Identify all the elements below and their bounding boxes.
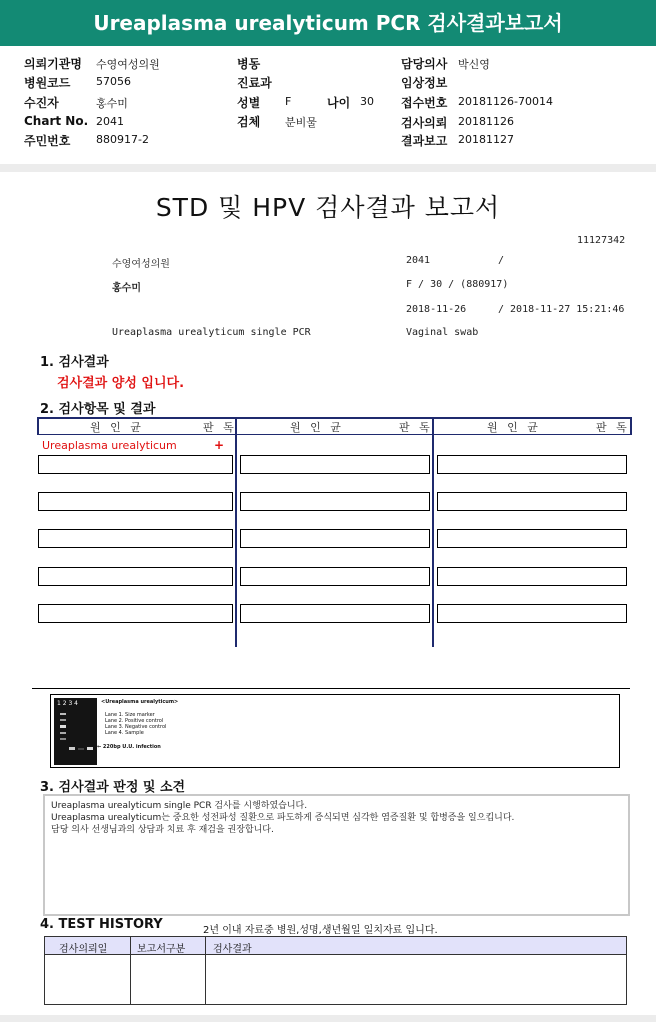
- organism-name: Ureaplasma urealyticum: [42, 439, 177, 452]
- gel-band: [60, 738, 66, 740]
- report-reported: / 2018-11-27 15:21:46: [498, 304, 625, 315]
- result-box: [38, 492, 233, 511]
- result-box: [240, 455, 430, 474]
- info-value-id-number: 880917-2: [96, 133, 149, 146]
- gel-band: [60, 713, 66, 715]
- column-header-result: 판 독: [399, 421, 433, 434]
- gel-legend-line: Lane 1. Size marker: [105, 712, 155, 718]
- history-column-divider: [130, 937, 131, 1004]
- result-box: [437, 455, 627, 474]
- gel-lane-numbers: 1 2 3 4: [57, 700, 78, 707]
- info-label-chart-no: Chart No.: [24, 114, 89, 128]
- report-number: 11127342: [577, 235, 626, 246]
- column-header-result: 판 독: [596, 421, 630, 434]
- comment-line: 담당 의사 선생님과의 상담과 치료 후 재검을 권장합니다.: [51, 825, 274, 835]
- history-note: 2년 이내 자료중 병원,성명,생년월일 일치자료 입니다.: [203, 925, 438, 936]
- table-left-border: [37, 417, 39, 435]
- result-box: [38, 529, 233, 548]
- history-header-row: [45, 937, 626, 955]
- info-value-hospital: 수영여성의원: [96, 58, 160, 71]
- divider-line: [32, 688, 630, 689]
- table-column-divider-2: [432, 417, 434, 647]
- info-label-sex: 성별: [237, 96, 261, 110]
- organism-result: +: [214, 438, 225, 452]
- info-value-hospital-code: 57056: [96, 75, 131, 88]
- section3-title: 3. 검사결과 판정 및 소견: [40, 780, 186, 795]
- gel-legend-line: Lane 3. Negative control: [105, 724, 167, 730]
- report-sheet: [0, 172, 656, 1015]
- info-label-hospital: 의뢰기관명: [24, 57, 82, 71]
- column-header-organism: 원 인 균: [290, 421, 344, 434]
- column-header-organism: 원 인 균: [90, 421, 144, 434]
- info-label-accession-no: 접수번호: [401, 96, 448, 110]
- gel-legend-line: Lane 4. Sample: [105, 730, 144, 736]
- info-value-sex: F: [285, 95, 292, 108]
- table-column-divider-1: [235, 417, 237, 647]
- info-value-age: 30: [360, 95, 374, 108]
- gel-band: [78, 748, 84, 750]
- history-col-report-type: 보고서구분: [137, 944, 186, 955]
- info-value-accession-no: 20181126-70014: [458, 95, 553, 108]
- history-col-result: 검사결과: [213, 944, 252, 955]
- section2-title: 2. 검사항목 및 결과: [40, 402, 156, 417]
- gel-title: <Ureaplasma urealyticum>: [101, 699, 179, 705]
- result-box: [437, 567, 627, 586]
- gel-band: [60, 719, 66, 721]
- info-value-specimen: 분비물: [285, 116, 317, 129]
- gel-legend-line: Lane 2. Positive control: [105, 718, 164, 724]
- result-box: [38, 604, 233, 623]
- comment-line: Ureaplasma urealyticum single PCR 검사를 시행하였습니다.: [51, 801, 308, 811]
- gel-image: [54, 698, 97, 765]
- column-header-result: 판 독: [203, 421, 237, 434]
- gel-band: [60, 725, 66, 728]
- section4-title: 4. TEST HISTORY: [40, 917, 163, 932]
- info-value-doctor: 박신영: [458, 58, 490, 71]
- comment-text: [51, 800, 514, 836]
- info-label-patient: 수진자: [24, 96, 59, 110]
- info-label-report-date: 결과보고: [401, 134, 448, 148]
- info-label-age: 나이: [327, 96, 351, 110]
- info-label-hospital-code: 병원코드: [24, 76, 71, 90]
- section1-title: 1. 검사결과: [40, 355, 109, 370]
- patient-info-panel: [0, 46, 656, 164]
- history-col-request-date: 검사의뢰일: [59, 944, 108, 955]
- result-box: [240, 567, 430, 586]
- report-chart-no: 2041: [406, 255, 431, 266]
- report-hospital: 수영여성의원: [112, 259, 170, 270]
- result-box: [437, 492, 627, 511]
- info-value-report-date: 20181127: [458, 133, 514, 146]
- result-box: [437, 604, 627, 623]
- report-patient: 홍수미: [112, 283, 141, 294]
- report-specimen: Vaginal swab: [406, 327, 479, 338]
- info-label-id-number: 주민번호: [24, 134, 71, 148]
- result-box: [38, 567, 233, 586]
- info-label-request-date: 검사의뢰: [401, 116, 448, 130]
- comment-box: [43, 794, 630, 916]
- info-value-request-date: 20181126: [458, 115, 514, 128]
- history-column-divider: [205, 937, 206, 1004]
- info-label-ward: 병동: [237, 57, 261, 71]
- sheet-title: STD 및 HPV 검사결과 보고서: [155, 193, 501, 222]
- gel-figure: [50, 694, 620, 768]
- result-positive: 검사결과 양성 입니다.: [57, 376, 185, 391]
- result-box: [240, 604, 430, 623]
- report-title: Ureaplasma urealyticum PCR 검사결과보고서: [0, 0, 656, 46]
- report-chart-slash: /: [498, 255, 505, 266]
- result-box: [240, 529, 430, 548]
- report-received: 2018-11-26: [406, 304, 467, 315]
- gel-band-label: ← 220bp U.U. infection: [97, 744, 161, 750]
- gel-band: [87, 747, 93, 750]
- info-label-doctor: 담당의사: [401, 57, 448, 71]
- report-test-name: Ureaplasma urealyticum single PCR: [112, 327, 311, 338]
- info-label-clinical-info: 임상정보: [401, 76, 448, 90]
- result-box: [38, 455, 233, 474]
- report-sex-age: F / 30 / (880917): [406, 279, 509, 290]
- info-label-department: 진료과: [237, 76, 272, 90]
- info-value-patient: 홍수미: [96, 97, 128, 110]
- comment-line: Ureaplasma urealyticum는 중요한 성전파성 질환으로 파도하게 증식되면 심각한 염증질환 및 합병증을 일으킵니다.: [51, 813, 515, 823]
- column-header-organism: 원 인 균: [487, 421, 541, 434]
- result-box: [240, 492, 430, 511]
- result-box: [437, 529, 627, 548]
- gel-band: [69, 747, 75, 750]
- info-label-specimen: 검체: [237, 115, 261, 129]
- table-right-border: [630, 417, 632, 435]
- info-value-chart-no: 2041: [96, 115, 124, 128]
- history-table: [44, 936, 627, 1005]
- gel-band: [60, 732, 66, 734]
